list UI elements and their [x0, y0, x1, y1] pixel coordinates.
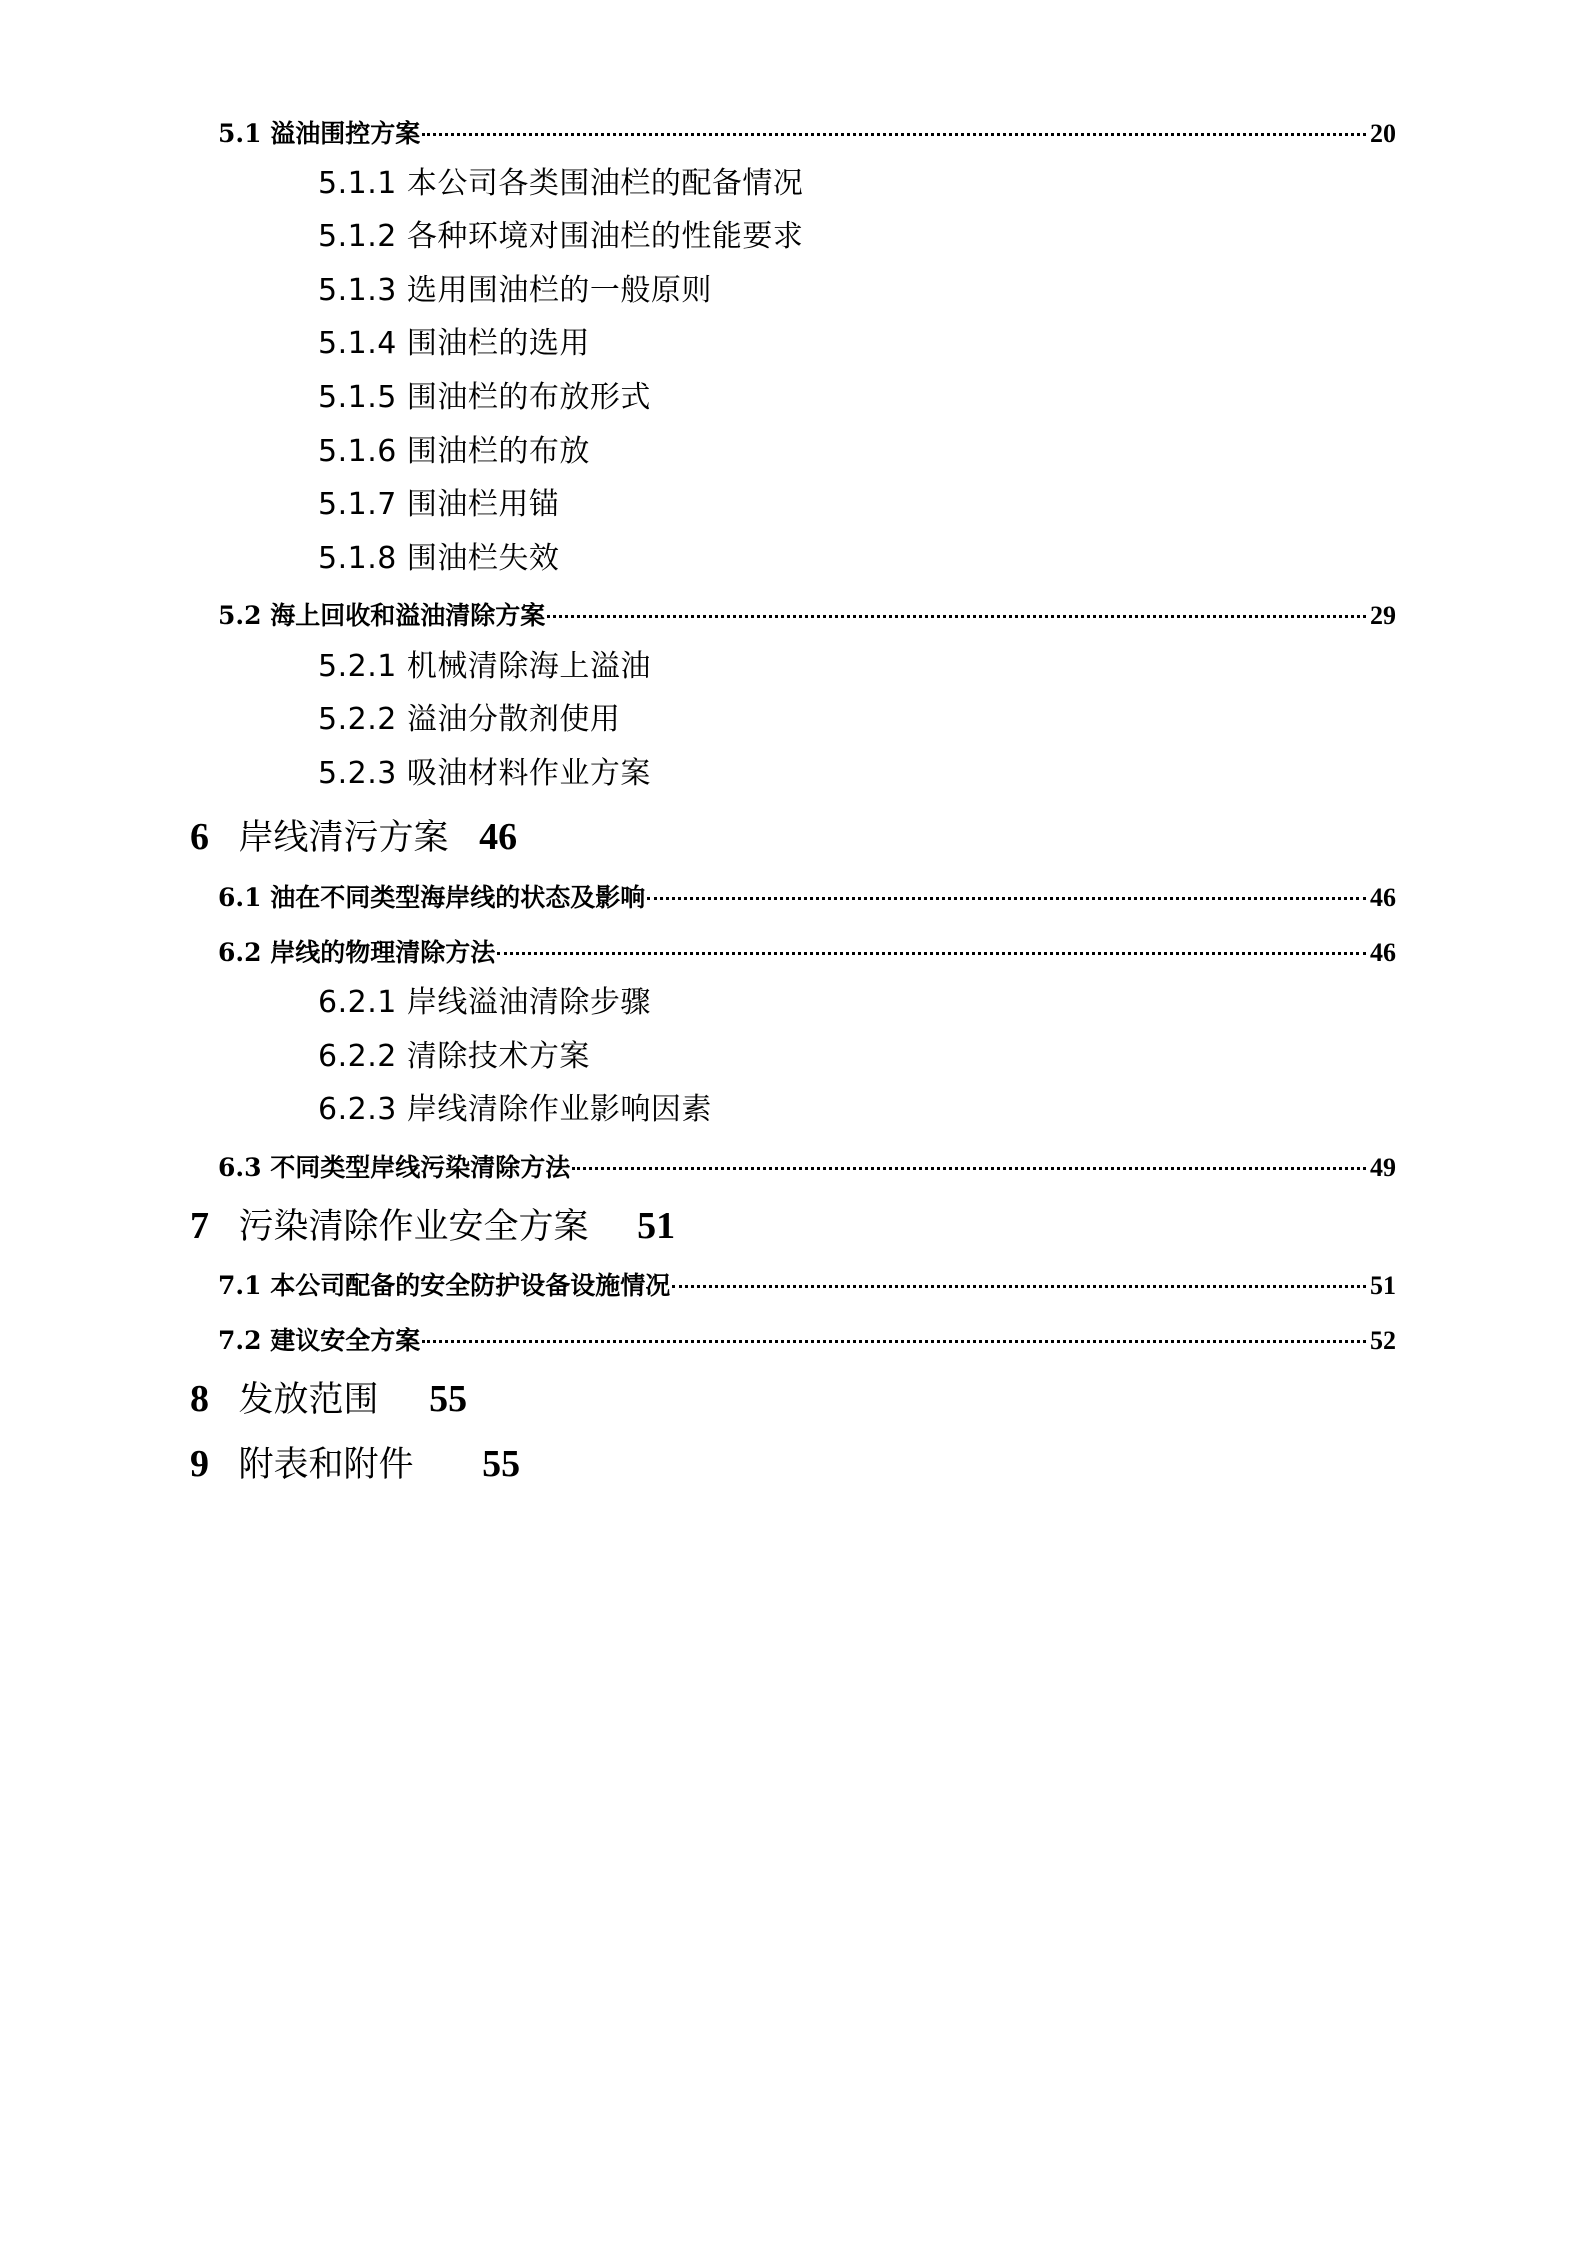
toc-entry-5-2-3[interactable]: 5.2.3 吸油材料作业方案 [318, 756, 651, 791]
toc-page-number: 51 [1370, 1271, 1396, 1300]
toc-entry-5-1-8[interactable]: 5.1.8 围油栏失效 [318, 541, 560, 576]
toc-entry-6-2-3[interactable]: 6.2.3 岸线清除作业影响因素 [318, 1092, 712, 1127]
chapter-title: 岸线清污方案 [238, 818, 449, 858]
chapter-number: 9 [190, 1443, 209, 1485]
dot-leader [572, 1167, 1366, 1170]
toc-entry-5-1-1[interactable]: 5.1.1 本公司各类围油栏的配备情况 [318, 166, 804, 201]
toc-entry-5-1-6[interactable]: 5.1.6 围油栏的布放 [318, 434, 590, 469]
toc-page-number: 52 [1370, 1326, 1396, 1355]
toc-entry-label: 6.2 岸线的物理清除方法 [218, 938, 496, 967]
toc-chapter-8[interactable] [190, 1373, 467, 1425]
toc-entry-label: 6.1 油在不同类型海岸线的状态及影响 [218, 883, 646, 912]
toc-page-number: 46 [479, 816, 518, 858]
toc-entry-5-1-3[interactable]: 5.1.3 选用围油栏的一般原则 [318, 273, 712, 308]
toc-entry-6-2[interactable] [218, 935, 1396, 971]
toc-chapter-9[interactable] [190, 1438, 520, 1490]
chapter-number: 7 [190, 1205, 209, 1247]
chapter-title: 发放范围 [238, 1380, 379, 1420]
toc-page-number: 29 [1370, 601, 1396, 630]
toc-page-number: 55 [482, 1443, 521, 1485]
toc-entry-5-1-7[interactable]: 5.1.7 围油栏用锚 [318, 487, 560, 522]
toc-entry-label: 5.2 海上回收和溢油清除方案 [218, 601, 546, 630]
toc-page-number: 51 [637, 1205, 676, 1247]
toc-entry-6-2-2[interactable]: 6.2.2 清除技术方案 [318, 1039, 590, 1074]
toc-entry-label: 7.1 本公司配备的安全防护设备设施情况 [218, 1271, 671, 1300]
toc-entry-6-3[interactable] [218, 1150, 1396, 1186]
toc-entry-5-2-1[interactable]: 5.2.1 机械清除海上溢油 [318, 649, 651, 684]
toc-chapter-6[interactable] [190, 811, 517, 863]
dot-leader [672, 1285, 1366, 1288]
dot-leader [422, 133, 1366, 136]
toc-entry-5-2-2[interactable]: 5.2.2 溢油分散剂使用 [318, 702, 621, 737]
chapter-title: 附表和附件 [238, 1445, 414, 1485]
dot-leader [547, 615, 1366, 618]
toc-entry-5-1[interactable] [218, 116, 1396, 152]
toc-chapter-7[interactable] [190, 1200, 675, 1252]
toc-entry-label: 7.2 建议安全方案 [218, 1326, 421, 1355]
toc-entry-5-1-5[interactable]: 5.1.5 围油栏的布放形式 [318, 380, 651, 415]
toc-entry-5-1-2[interactable]: 5.1.2 各种环境对围油栏的性能要求 [318, 219, 804, 254]
toc-page-number: 55 [429, 1378, 468, 1420]
toc-entry-6-1[interactable] [218, 880, 1396, 916]
toc-page-number: 46 [1370, 938, 1396, 967]
chapter-number: 6 [190, 816, 209, 858]
toc-page-number: 46 [1370, 883, 1396, 912]
toc-entry-label: 5.1 溢油围控方案 [218, 119, 421, 148]
toc-entry-5-1-4[interactable]: 5.1.4 围油栏的选用 [318, 326, 590, 361]
chapter-title: 污染清除作业安全方案 [238, 1207, 589, 1247]
dot-leader [422, 1340, 1366, 1343]
toc-entry-7-1[interactable] [218, 1268, 1396, 1304]
dot-leader [497, 952, 1366, 955]
dot-leader [647, 897, 1366, 900]
toc-page-number: 20 [1370, 119, 1396, 148]
chapter-number: 8 [190, 1378, 209, 1420]
toc-entry-7-2[interactable] [218, 1323, 1396, 1359]
toc-entry-label: 6.3 不同类型岸线污染清除方法 [218, 1153, 571, 1182]
toc-entry-5-2[interactable] [218, 598, 1396, 634]
toc-page-number: 49 [1370, 1153, 1396, 1182]
toc-entry-6-2-1[interactable]: 6.2.1 岸线溢油清除步骤 [318, 985, 651, 1020]
